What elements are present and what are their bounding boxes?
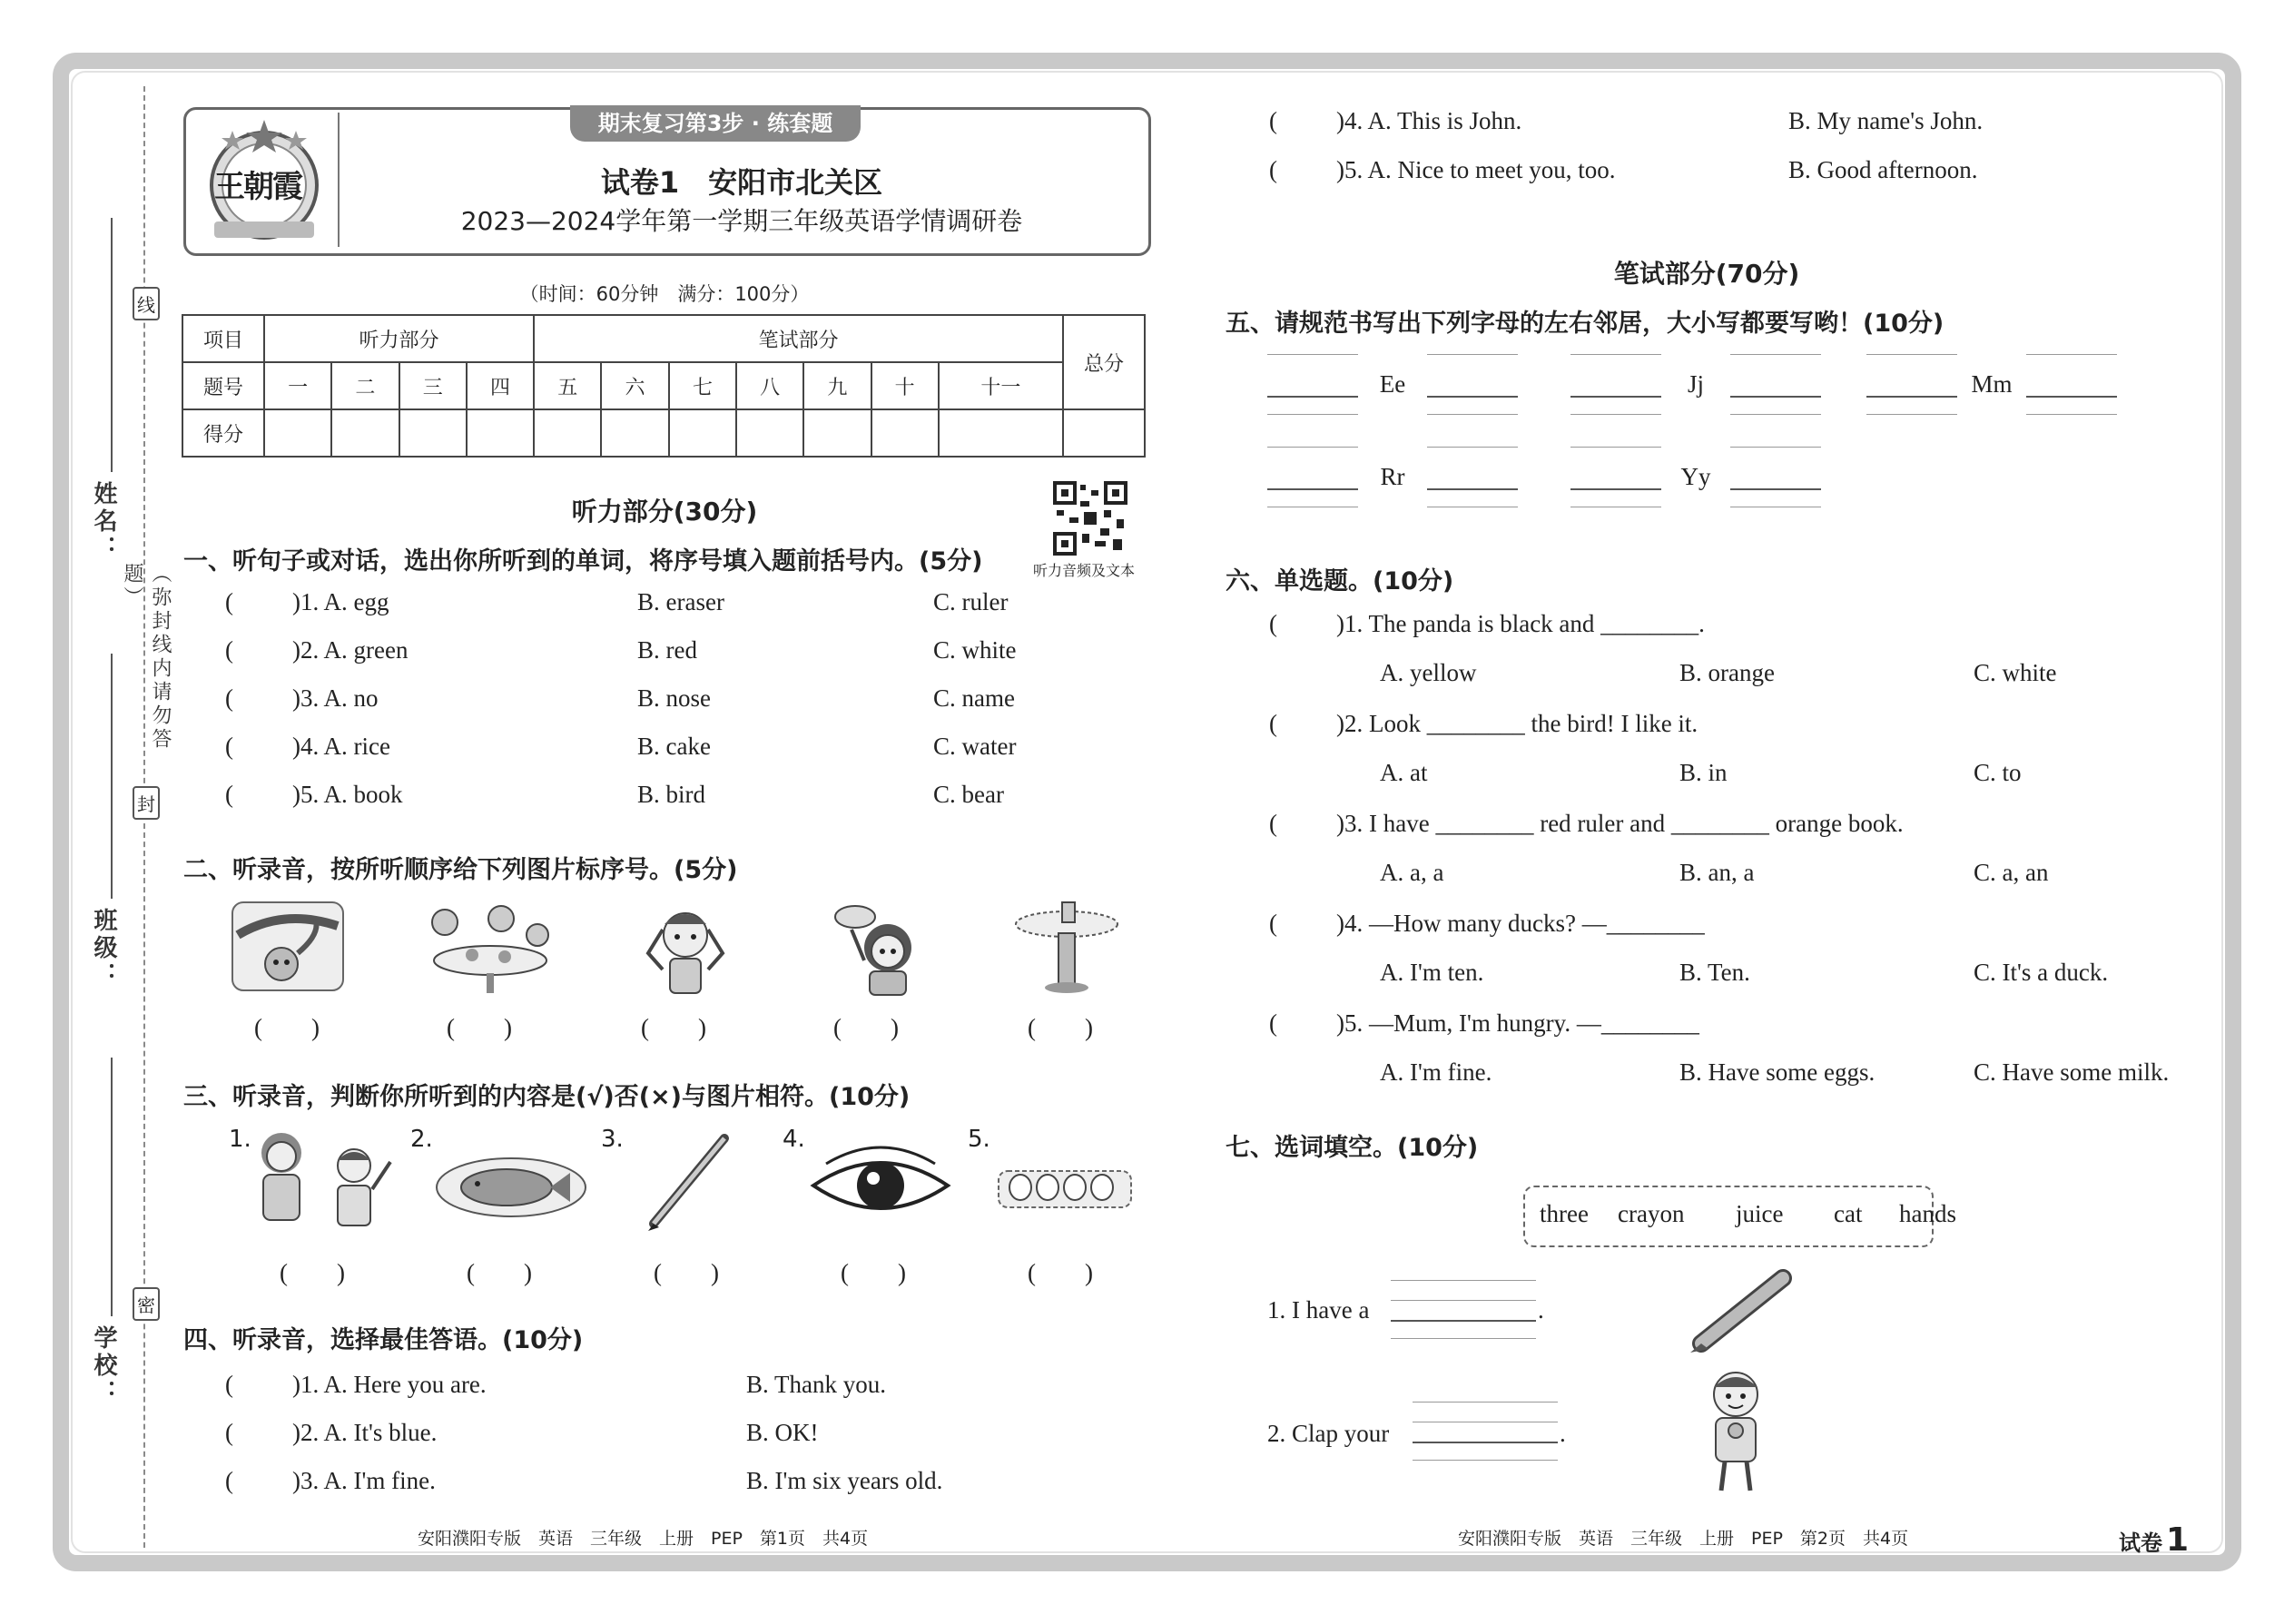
score-cell-n8: 八 (736, 362, 803, 409)
score-cell-n1: 一 (264, 362, 331, 409)
answer-paren[interactable]: ( ) (641, 1014, 706, 1041)
letter-answer-line[interactable] (1570, 488, 1661, 490)
paper-subtitle: 2023—2024学年第一学期三年级英语学情调研卷 (460, 206, 1023, 236)
s4-option-a: )3. A. I'm fine. (292, 1467, 436, 1494)
answer-paren[interactable]: ( (1269, 107, 1277, 134)
section5-title: 五、请规范书写出下列字母的左右邻居，大小写都要写哟！(10分) (1226, 310, 1944, 338)
s4-option-b: B. OK! (746, 1419, 819, 1446)
s6-option-b: B. an, a (1679, 859, 1755, 886)
s6-question: )2. Look ________ the bird! I like it. (1336, 710, 1698, 737)
answer-paren[interactable]: ( ) (1028, 1259, 1093, 1286)
letter-guide-top (1866, 354, 1957, 355)
letter-guide-bot (1730, 414, 1821, 415)
section1-title: 一、听句子或对话，选出你所听到的单词，将序号填入题前括号内。(5分) (183, 547, 983, 576)
listening-heading: 听力部分(30分) (571, 497, 758, 527)
s7-q1-text: 1. I have a (1267, 1296, 1370, 1324)
score-cell-n6: 六 (601, 362, 668, 409)
score-cell-qnum: 题号 (182, 362, 264, 409)
word-bank-word: juice (1736, 1200, 1784, 1227)
answer-paren[interactable]: ( ) (1028, 1014, 1093, 1041)
s6-question: )4. —How many ducks? —________ (1336, 910, 1705, 937)
paper-badge (2119, 1521, 2189, 1559)
score-cell-written: 笔试部分 (534, 315, 1063, 362)
answer-paren[interactable]: ( ) (254, 1014, 320, 1041)
letter-pair: Mm (1971, 370, 2013, 398)
picture-boy-hands-head (635, 897, 735, 1001)
word-bank-word: hands (1899, 1200, 1956, 1227)
boy-clapping-picture (1698, 1367, 1774, 1499)
s7-q2-text: 2. Clap your (1267, 1420, 1390, 1447)
picture-eggs (995, 1151, 1136, 1228)
answer-paren[interactable]: ( (1269, 156, 1277, 183)
score-cell-n2: 二 (331, 362, 399, 409)
letter-guide-top (1267, 447, 1358, 448)
footer-left: 安阳濮阳专版 英语 三年级 上册 PEP 第1页 共4页 (418, 1529, 869, 1549)
s1-option-c: C. name (933, 684, 1015, 712)
answer-paren[interactable]: ( (225, 1371, 233, 1398)
answer-paren[interactable]: ( (225, 733, 233, 760)
score-cell-n9: 九 (803, 362, 871, 409)
s4-option-b: B. I'm six years old. (746, 1467, 943, 1494)
score-input[interactable] (264, 409, 331, 457)
answer-paren[interactable]: ( (1269, 710, 1277, 737)
s3-number-label: 3. (601, 1126, 624, 1153)
picture-girl-cake (828, 897, 928, 1001)
s1-option-a: )3. A. no (292, 684, 379, 712)
section7-title: 七、选词填空。(10分) (1226, 1134, 1479, 1162)
picture-fish (434, 1151, 588, 1228)
letter-answer-line[interactable] (1267, 488, 1358, 490)
score-cell-n10: 十 (871, 362, 939, 409)
score-cell-project: 项目 (182, 315, 264, 362)
answer-paren[interactable]: ( ) (833, 1014, 899, 1041)
crayon-picture (1685, 1267, 1794, 1359)
s1-option-a: )1. A. egg (292, 588, 389, 615)
logo-text: 王朝霞 (214, 169, 301, 205)
s6-question: )1. The panda is black and ________. (1336, 610, 1705, 637)
score-cell-n4: 四 (467, 362, 534, 409)
letter-answer-line[interactable] (1866, 396, 1957, 398)
s3-number-label: 1. (229, 1126, 251, 1153)
time-info: （时间：60分钟 满分：100分） (519, 283, 810, 305)
letter-answer-line[interactable] (1730, 488, 1821, 490)
score-input[interactable] (467, 409, 534, 457)
s7-q1-period: . (1538, 1296, 1544, 1324)
letter-guide-top (1570, 447, 1661, 448)
score-input[interactable] (669, 409, 736, 457)
score-cell-n5: 五 (534, 362, 601, 409)
score-input[interactable] (601, 409, 668, 457)
letter-guide-bot (1267, 414, 1358, 415)
score-input[interactable] (803, 409, 871, 457)
s1-option-c: C. ruler (933, 588, 1009, 615)
s1-option-a: )4. A. rice (292, 733, 390, 760)
s6-option-c: C. It's a duck. (1974, 959, 2109, 986)
answer-paren[interactable]: ( (1269, 1009, 1277, 1037)
answer-paren[interactable]: ( (225, 636, 233, 664)
s6-option-a: A. at (1380, 759, 1428, 786)
header-banner: 期末复习第3步 · 练套题 (570, 105, 861, 142)
s6-question: )5. —Mum, I'm hungry. —________ (1336, 1009, 1699, 1037)
binding-char-bot: 密 (133, 1287, 160, 1321)
letter-answer-line[interactable] (1427, 488, 1518, 490)
score-input[interactable] (939, 409, 1063, 457)
letter-answer-line[interactable] (1267, 396, 1358, 398)
answer-paren[interactable]: ( (225, 1467, 233, 1494)
letter-answer-line[interactable] (1427, 396, 1518, 398)
binding-note: （弥封线内请勿答题） (121, 563, 172, 752)
s4-option-a: )5. A. Nice to meet you, too. (1336, 156, 1616, 183)
score-input[interactable] (399, 409, 467, 457)
s6-option-b: B. orange (1679, 659, 1775, 686)
s1-option-c: C. bear (933, 781, 1004, 808)
picture-girl-boy-waving (245, 1126, 409, 1239)
answer-paren[interactable]: ( ) (280, 1259, 345, 1286)
paper-badge-number: 1 (2166, 1521, 2190, 1559)
letter-guide-bot (1866, 414, 1957, 415)
footer-right: 安阳濮阳专版 英语 三年级 上册 PEP 第2页 共4页 (1458, 1529, 1909, 1549)
s4-option-a: )2. A. It's blue. (292, 1419, 438, 1446)
s1-option-b: B. eraser (637, 588, 724, 615)
written-heading: 笔试部分(70分) (1613, 259, 1800, 289)
s6-question: )3. I have ________ red ruler and ________ orange book. (1336, 810, 1904, 837)
answer-paren[interactable]: ( (1269, 810, 1277, 837)
score-table (182, 314, 1146, 458)
answer-paren[interactable]: ( (225, 684, 233, 712)
binding-char-top: 线 (133, 287, 160, 320)
letter-guide-top (1570, 354, 1661, 355)
s1-option-b: B. bird (637, 781, 706, 808)
s7-q2-answer-line[interactable] (1413, 1442, 1558, 1443)
letter-pair: Rr (1380, 463, 1405, 490)
letter-answer-line[interactable] (1730, 396, 1821, 398)
picture-family-dinner (418, 899, 554, 999)
qr-code-icon[interactable] (1053, 481, 1127, 556)
letter-guide-top (1427, 447, 1518, 448)
letter-guide-bot (1570, 414, 1661, 415)
class-line[interactable] (111, 654, 113, 899)
letter-answer-line[interactable] (2026, 396, 2117, 398)
s1-option-b: B. cake (637, 733, 711, 760)
section4-title: 四、听录音，选择最佳答语。(10分) (183, 1326, 584, 1354)
picture-monkey-tree (229, 899, 347, 999)
school-label: 学校： (90, 1325, 117, 1407)
s7-q1-answer-line[interactable] (1391, 1320, 1536, 1322)
section6-title: 六、单选题。(10分) (1226, 567, 1454, 595)
s6-option-a: A. a, a (1380, 859, 1444, 886)
letter-guide-top (1730, 447, 1821, 448)
score-input[interactable] (736, 409, 803, 457)
word-bank-word: crayon (1618, 1200, 1685, 1227)
picture-juice-table (1008, 897, 1126, 1001)
score-cell-listening: 听力部分 (264, 315, 534, 362)
name-label: 姓名： (90, 481, 117, 563)
s1-option-b: B. red (637, 636, 697, 664)
s7-q2-guide-bot (1413, 1460, 1558, 1461)
s1-option-c: C. water (933, 733, 1017, 760)
letter-guide-top (1267, 354, 1358, 355)
answer-paren[interactable]: ( ) (654, 1259, 719, 1286)
s4-option-b: B. Good afternoon. (1788, 156, 1978, 183)
letter-pair: Yy (1680, 463, 1711, 490)
s3-number-label: 4. (783, 1126, 805, 1153)
answer-paren[interactable]: ( ) (447, 1014, 512, 1041)
score-cell-n7: 七 (669, 362, 736, 409)
section2-title: 二、听录音，按所听顺序给下列图片标序号。(5分) (183, 856, 738, 884)
qr-caption: 听力音频及文本 (1033, 562, 1136, 579)
s7-q1-guide-top (1391, 1280, 1536, 1281)
s6-option-a: A. I'm ten. (1380, 959, 1484, 986)
section3-title: 三、听录音，判断你所听到的内容是(√)否(×)与图片相符。(10分) (183, 1083, 911, 1111)
letter-pair: Ee (1379, 370, 1406, 398)
s3-number-label: 5. (968, 1126, 990, 1153)
answer-paren[interactable]: ( (1269, 910, 1277, 937)
s6-option-b: B. in (1679, 759, 1728, 786)
score-cell-score: 得分 (182, 409, 264, 457)
answer-paren[interactable]: ( (1269, 610, 1277, 637)
score-cell-total: 总分 (1063, 315, 1145, 409)
answer-paren[interactable]: ( (225, 781, 233, 808)
score-cell-n11: 十一 (939, 362, 1063, 409)
s7-q2-period: . (1560, 1420, 1566, 1447)
answer-paren[interactable]: ( (225, 588, 233, 615)
s4-option-b: B. Thank you. (746, 1371, 886, 1398)
answer-paren[interactable]: ( ) (467, 1259, 532, 1286)
s4-option-a: )1. A. Here you are. (292, 1371, 487, 1398)
s1-option-a: )2. A. green (292, 636, 409, 664)
picture-pen (641, 1133, 732, 1237)
score-cell-n3: 三 (399, 362, 467, 409)
paper-title: 试卷1 安阳市北关区 (600, 165, 883, 200)
score-input[interactable] (1063, 409, 1145, 457)
name-line[interactable] (111, 218, 113, 472)
score-input[interactable] (331, 409, 399, 457)
s1-option-b: B. nose (637, 684, 711, 712)
school-line[interactable] (111, 1058, 113, 1316)
s4-option-a: )4. A. This is John. (1336, 107, 1522, 134)
class-label: 班级： (90, 908, 117, 989)
s6-option-c: C. a, an (1974, 859, 2049, 886)
letter-guide-top (1730, 354, 1821, 355)
picture-eye (808, 1146, 953, 1227)
word-bank-word: cat (1834, 1200, 1863, 1227)
word-bank-word: three (1540, 1200, 1589, 1227)
letter-guide-top (1427, 354, 1518, 355)
s1-option-c: C. white (933, 636, 1017, 664)
score-input[interactable] (871, 409, 939, 457)
s3-number-label: 2. (410, 1126, 433, 1153)
s7-q2-guide-top (1413, 1402, 1558, 1403)
s6-option-b: B. Have some eggs. (1679, 1058, 1876, 1086)
s1-option-a: )5. A. book (292, 781, 403, 808)
letter-pair: Jj (1687, 370, 1704, 398)
s7-q1-guide-mid (1391, 1300, 1536, 1301)
answer-paren[interactable]: ( ) (841, 1259, 906, 1286)
s7-q1-guide-bot (1391, 1338, 1536, 1339)
letter-guide-top (2026, 354, 2117, 355)
binding-char-mid: 封 (133, 786, 160, 820)
s6-option-b: B. Ten. (1679, 959, 1750, 986)
score-input[interactable] (534, 409, 601, 457)
s6-option-a: A. I'm fine. (1380, 1058, 1492, 1086)
s6-option-a: A. yellow (1380, 659, 1477, 686)
answer-paren[interactable]: ( (225, 1419, 233, 1446)
letter-guide-bot (2026, 414, 2117, 415)
s6-option-c: C. to (1974, 759, 2022, 786)
paper-badge-label: 试卷 (2119, 1530, 2162, 1556)
s4-option-b: B. My name's John. (1788, 107, 1984, 134)
letter-answer-line[interactable] (1570, 396, 1661, 398)
letter-guide-bot (1427, 414, 1518, 415)
s6-option-c: C. Have some milk. (1974, 1058, 2170, 1086)
s6-option-c: C. white (1974, 659, 2057, 686)
